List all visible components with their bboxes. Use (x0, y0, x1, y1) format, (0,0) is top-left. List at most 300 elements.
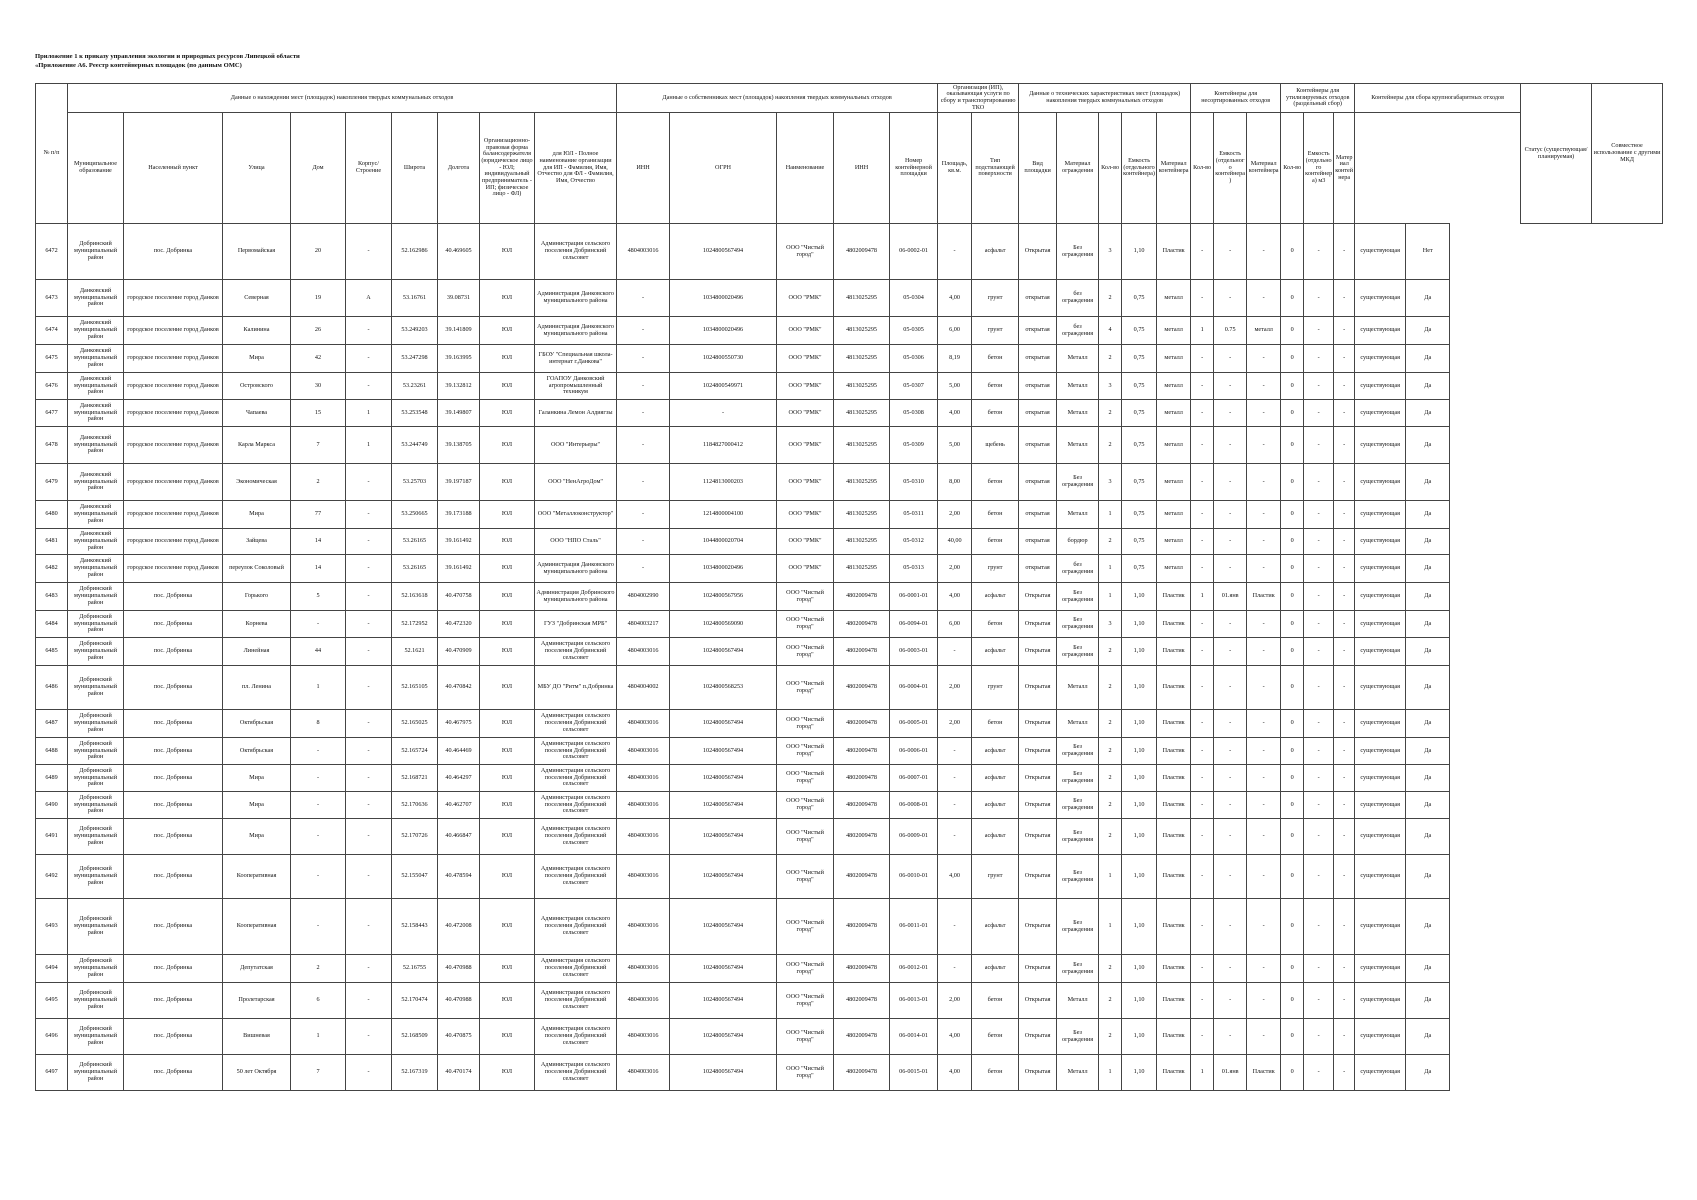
table-cell: 6490 (36, 792, 68, 819)
table-cell: 39.197187 (438, 464, 480, 501)
table-row (36, 1055, 1663, 1091)
table-cell: 6477 (36, 400, 68, 427)
table-cell: Открытая (1019, 955, 1057, 983)
table-cell: ЮЛ (480, 710, 535, 738)
table-cell: - (1334, 427, 1355, 464)
table-cell: 4802009478 (834, 583, 890, 611)
table-cell: - (346, 1055, 392, 1091)
table-cell: - (1247, 955, 1281, 983)
table-cell: Без ограждения (1057, 738, 1099, 765)
col-header-23: Емкость (отдельного контейнера) (1214, 113, 1247, 224)
table-cell: 0 (1281, 224, 1304, 280)
table-cell: - (1191, 611, 1214, 638)
table-cell: 4802009478 (834, 224, 890, 280)
table-cell: металл (1157, 501, 1191, 529)
table-cell: 4804003016 (617, 638, 670, 666)
table-cell: существующая (1355, 1055, 1406, 1091)
table-cell: - (1214, 529, 1247, 555)
table-cell: 4,00 (938, 855, 972, 899)
table-cell: 1024800569090 (670, 611, 777, 638)
table-cell: Пластик (1157, 738, 1191, 765)
table-cell: 4802009478 (834, 792, 890, 819)
table-row (36, 983, 1663, 1019)
table-cell: Без ограждения (1057, 855, 1099, 899)
table-cell: Пластик (1157, 666, 1191, 710)
table-cell: Пластик (1157, 765, 1191, 792)
table-cell: Добринский муниципальный район (68, 738, 124, 765)
table-row (36, 345, 1663, 373)
table-row (36, 710, 1663, 738)
table-cell: 0 (1281, 464, 1304, 501)
table-cell: Пластик (1247, 583, 1281, 611)
table-cell: 6,00 (938, 611, 972, 638)
table-cell: существующая (1355, 792, 1406, 819)
table-cell: 4804003016 (617, 899, 670, 955)
table-cell: бетон (972, 529, 1019, 555)
table-cell: - (1304, 427, 1334, 464)
table-cell: - (1334, 1055, 1355, 1091)
table-cell: ООО "РМК" (777, 529, 834, 555)
table-cell: 06-0011-01 (890, 899, 938, 955)
table-cell: 1,10 (1122, 983, 1157, 1019)
table-cell: 6476 (36, 373, 68, 400)
table-cell: существующая (1355, 280, 1406, 317)
table-cell: бетон (972, 400, 1019, 427)
table-cell: 42 (291, 345, 346, 373)
table-cell: существующая (1355, 638, 1406, 666)
table-cell: открытая (1019, 529, 1057, 555)
table-cell: открытая (1019, 400, 1057, 427)
table-cell: 6472 (36, 224, 68, 280)
table-cell: - (346, 638, 392, 666)
table-cell: Депутатская (223, 955, 291, 983)
table-cell: 39.161492 (438, 529, 480, 555)
table-cell: 1,10 (1122, 765, 1157, 792)
table-cell: Открытая (1019, 710, 1057, 738)
table-cell: металл (1157, 345, 1191, 373)
table-cell: 1024800567494 (670, 710, 777, 738)
table-cell: 53.16761 (392, 280, 438, 317)
table-cell: пос. Добринка (124, 738, 223, 765)
table-cell: открытая (1019, 373, 1057, 400)
table-cell: 52.155047 (392, 855, 438, 899)
table-cell: 05-0304 (890, 280, 938, 317)
table-cell: 53.26165 (392, 555, 438, 583)
table-cell: 52.165105 (392, 666, 438, 710)
table-cell: ООО "Чистый город" (777, 792, 834, 819)
table-cell: - (670, 400, 777, 427)
table-cell: открытая (1019, 345, 1057, 373)
table-cell: Пластик (1157, 583, 1191, 611)
table-row (36, 280, 1663, 317)
table-cell: 6481 (36, 529, 68, 555)
table-cell: 0,75 (1122, 501, 1157, 529)
table-cell: 2 (1099, 280, 1122, 317)
table-cell: 6478 (36, 427, 68, 464)
table-cell: 2,00 (938, 710, 972, 738)
table-cell: - (617, 345, 670, 373)
table-cell: 4804003016 (617, 1019, 670, 1055)
table-cell: 1 (346, 400, 392, 427)
table-cell: асфальт (972, 792, 1019, 819)
table-cell: 1024800567494 (670, 1019, 777, 1055)
table-cell: ООО "Чистый город" (777, 1019, 834, 1055)
table-cell: пос. Добринка (124, 666, 223, 710)
table-cell: - (1214, 501, 1247, 529)
table-cell: 0,75 (1122, 345, 1157, 373)
group-header-1: Данные о собственниках мест (площадок) накопления твердых коммунальных отходов (617, 84, 938, 113)
table-cell: 0 (1281, 738, 1304, 765)
table-body (36, 224, 1663, 1091)
table-cell: Открытая (1019, 611, 1057, 638)
table-cell: - (1334, 317, 1355, 345)
table-cell: Пластик (1157, 855, 1191, 899)
table-cell: Пластик (1157, 1019, 1191, 1055)
table-cell: ООО "РМК" (777, 345, 834, 373)
table-cell: 4813025295 (834, 373, 890, 400)
table-cell: ЮЛ (480, 529, 535, 555)
table-cell: 26 (291, 317, 346, 345)
table-cell: 0 (1281, 345, 1304, 373)
table-cell: 39.141809 (438, 317, 480, 345)
table-cell: 4804003016 (617, 983, 670, 1019)
table-cell: - (617, 400, 670, 427)
table-cell: металл (1157, 464, 1191, 501)
table-cell: - (1214, 400, 1247, 427)
table-cell: - (1247, 638, 1281, 666)
table-cell: бетон (972, 501, 1019, 529)
table-cell: - (1334, 1019, 1355, 1055)
table-cell: Да (1406, 855, 1450, 899)
col-header-29: Совместное использование с другими МКД (1592, 84, 1663, 224)
table-cell: 4804003016 (617, 819, 670, 855)
table-cell: Металл (1057, 400, 1099, 427)
table-cell: - (1334, 464, 1355, 501)
table-cell: 0 (1281, 317, 1304, 345)
table-cell: - (1191, 899, 1214, 955)
table-cell: Без ограждения (1057, 638, 1099, 666)
table-cell: Администрация Данковского муниципального района (535, 555, 617, 583)
table-cell: 1 (1099, 899, 1122, 955)
table-cell: - (1304, 501, 1334, 529)
table-cell: Администрация Данковского муниципального района (535, 317, 617, 345)
table-cell: Линейная (223, 638, 291, 666)
table-cell: Пластик (1157, 983, 1191, 1019)
table-cell: - (617, 373, 670, 400)
table-cell: Без ограждения (1057, 464, 1099, 501)
table-cell: - (1247, 855, 1281, 899)
table-cell: существующая (1355, 345, 1406, 373)
table-cell: металл (1157, 373, 1191, 400)
table-cell: 2,00 (938, 555, 972, 583)
table-cell: асфальт (972, 738, 1019, 765)
table-cell: 52.165025 (392, 710, 438, 738)
table-cell: 2 (1099, 765, 1122, 792)
table-cell: - (1334, 373, 1355, 400)
table-cell: 4804003016 (617, 1055, 670, 1091)
table-cell: асфальт (972, 819, 1019, 855)
table-cell: существующая (1355, 710, 1406, 738)
table-cell: существующая (1355, 955, 1406, 983)
table-cell: ЮЛ (480, 1055, 535, 1091)
table-cell: Да (1406, 317, 1450, 345)
table-cell: - (1247, 738, 1281, 765)
table-cell: Да (1406, 955, 1450, 983)
table-cell: ООО "РМК" (777, 400, 834, 427)
table-cell: 4802009478 (834, 819, 890, 855)
table-cell: Да (1406, 583, 1450, 611)
table-cell: Открытая (1019, 819, 1057, 855)
table-cell: пос. Добринка (124, 710, 223, 738)
table-cell: - (1247, 400, 1281, 427)
page-title (35, 52, 300, 70)
table-cell: 4802009478 (834, 638, 890, 666)
table-row (36, 819, 1663, 855)
table-cell: 4813025295 (834, 317, 890, 345)
table-cell: бетон (972, 1019, 1019, 1055)
table-cell: 39.132812 (438, 373, 480, 400)
table-cell: - (1214, 792, 1247, 819)
table-cell: 05-0308 (890, 400, 938, 427)
table-cell: 05-0311 (890, 501, 938, 529)
table-cell: 2 (291, 464, 346, 501)
table-cell: 6497 (36, 1055, 68, 1091)
table-cell: асфальт (972, 638, 1019, 666)
table-cell: 39.163995 (438, 345, 480, 373)
col-header-26: Емкость (отдельного контейнера) м3 (1304, 113, 1334, 224)
table-cell: 05-0305 (890, 317, 938, 345)
table-cell: Без ограждения (1057, 224, 1099, 280)
table-cell: без ограждения (1057, 555, 1099, 583)
registry-table (35, 83, 1663, 1091)
table-cell: - (1214, 224, 1247, 280)
table-cell: 52.170726 (392, 819, 438, 855)
table-cell: - (1191, 400, 1214, 427)
table-cell: 0,75 (1122, 427, 1157, 464)
table-cell: 0,75 (1122, 555, 1157, 583)
table-cell: - (1191, 224, 1214, 280)
table-cell: - (1247, 1019, 1281, 1055)
table-cell: открытая (1019, 427, 1057, 464)
table-row (36, 224, 1663, 280)
table-cell: 53.23261 (392, 373, 438, 400)
table-cell: существующая (1355, 373, 1406, 400)
table-cell: пос. Добринка (124, 765, 223, 792)
table-cell: существующая (1355, 583, 1406, 611)
table-cell: ЮЛ (480, 345, 535, 373)
table-cell: 1024800567494 (670, 899, 777, 955)
table-cell: 4813025295 (834, 555, 890, 583)
col-header-17: Вид площадки (1019, 113, 1057, 224)
table-cell: 8,19 (938, 345, 972, 373)
table-cell: существующая (1355, 427, 1406, 464)
table-cell: ООО "Интерьеры" (535, 427, 617, 464)
table-cell: - (1247, 899, 1281, 955)
table-cell: 4802009478 (834, 1019, 890, 1055)
table-cell: 05-0310 (890, 464, 938, 501)
table-cell: 5,00 (938, 427, 972, 464)
table-cell: - (1304, 955, 1334, 983)
table-cell: - (617, 280, 670, 317)
table-cell: - (291, 819, 346, 855)
table-cell: - (346, 317, 392, 345)
table-cell: ЮЛ (480, 583, 535, 611)
table-cell: пос. Добринка (124, 955, 223, 983)
table-row (36, 555, 1663, 583)
table-cell: 40.464469 (438, 738, 480, 765)
table-cell: асфальт (972, 899, 1019, 955)
table-cell: бордюр (1057, 529, 1099, 555)
table-cell: - (1334, 792, 1355, 819)
table-cell: Карла Маркса (223, 427, 291, 464)
table-cell: 3 (1099, 373, 1122, 400)
table-cell: 53.253548 (392, 400, 438, 427)
table-cell: ГОАПОУ Данковский агропромышленный техникум (535, 373, 617, 400)
table-cell: существующая (1355, 464, 1406, 501)
table-cell: пос. Добринка (124, 1055, 223, 1091)
table-cell: существующая (1355, 666, 1406, 710)
table-cell: - (346, 765, 392, 792)
table-cell: Галанкина Лемон Алдиягзы (535, 400, 617, 427)
table-cell: 06-0001-01 (890, 583, 938, 611)
table-cell: грунт (972, 280, 1019, 317)
table-cell: металл (1157, 427, 1191, 464)
table-cell: Открытая (1019, 855, 1057, 899)
table-cell: существующая (1355, 738, 1406, 765)
table-cell: 4813025295 (834, 529, 890, 555)
table-cell: 1024800567494 (670, 983, 777, 1019)
table-cell: - (1214, 819, 1247, 855)
group-header-row (36, 84, 1663, 113)
table-cell: 0 (1281, 529, 1304, 555)
table-cell: 6475 (36, 345, 68, 373)
table-cell: 2 (1099, 529, 1122, 555)
table-cell: ЮЛ (480, 983, 535, 1019)
table-cell: А (346, 280, 392, 317)
table-cell: переулок Соколовый (223, 555, 291, 583)
table-cell: 06-0013-01 (890, 983, 938, 1019)
table-cell: 52.1621 (392, 638, 438, 666)
table-cell: Открытая (1019, 1055, 1057, 1091)
table-cell: Да (1406, 501, 1450, 529)
table-cell: открытая (1019, 280, 1057, 317)
table-cell: Да (1406, 899, 1450, 955)
table-row (36, 427, 1663, 464)
table-cell: 2 (1099, 983, 1122, 1019)
table-cell: Администрация сельского поселения Добринский сельсовет (535, 819, 617, 855)
table-cell: 52.165724 (392, 738, 438, 765)
table-cell: ЮЛ (480, 501, 535, 529)
table-cell: грунт (972, 666, 1019, 710)
table-cell: - (1214, 464, 1247, 501)
col-header-5: Корпус/Строение (346, 113, 392, 224)
table-cell: - (291, 855, 346, 899)
table-cell: 06-0003-01 (890, 638, 938, 666)
table-cell: Добринский муниципальный район (68, 666, 124, 710)
table-cell: Пластик (1157, 638, 1191, 666)
table-cell: 1044800020704 (670, 529, 777, 555)
table-cell: 52.158443 (392, 899, 438, 955)
table-row (36, 317, 1663, 345)
table-cell: - (1247, 501, 1281, 529)
table-cell: 6487 (36, 710, 68, 738)
table-cell: - (1247, 373, 1281, 400)
table-cell: - (346, 555, 392, 583)
col-header-9: для ЮЛ - Полное наименование организации для ИП - Фамилия, Имя, Отчество для ФЛ - Фамилия, Имя, Отчество (535, 113, 617, 224)
table-row (36, 638, 1663, 666)
table-cell: 3 (1099, 224, 1122, 280)
table-cell: 2 (1099, 638, 1122, 666)
table-cell: ООО "НПО Сталь" (535, 529, 617, 555)
group-header-2: Организация (ИП), оказывающая услуги по сбору и транспортированию ТКО (938, 84, 1019, 113)
table-cell: 19 (291, 280, 346, 317)
table-cell: - (1247, 765, 1281, 792)
table-cell: ООО "Чистый город" (777, 1055, 834, 1091)
table-cell: 1024800567494 (670, 819, 777, 855)
table-cell: 40.470875 (438, 1019, 480, 1055)
table-cell: городское поселение город Данков (124, 555, 223, 583)
table-cell: 52.168721 (392, 765, 438, 792)
table-cell: ООО "НенАгроДом" (535, 464, 617, 501)
table-cell: Да (1406, 738, 1450, 765)
col-header-12: Наименование (777, 113, 834, 224)
table-cell: 2,00 (938, 983, 972, 1019)
table-cell: металл (1157, 529, 1191, 555)
table-cell: Администрация Данковского муниципального района (535, 280, 617, 317)
table-cell: - (1334, 345, 1355, 373)
table-cell: пос. Добринка (124, 899, 223, 955)
table-cell: Данковский муниципальный район (68, 345, 124, 373)
table-cell: - (1334, 400, 1355, 427)
table-cell: - (1214, 611, 1247, 638)
table-cell: - (617, 529, 670, 555)
table-cell: 1,10 (1122, 710, 1157, 738)
table-cell: 0,75 (1122, 400, 1157, 427)
table-cell: Добринский муниципальный район (68, 611, 124, 638)
table-cell: - (1334, 738, 1355, 765)
table-cell: 1024800567494 (670, 1055, 777, 1091)
table-cell: - (1214, 765, 1247, 792)
table-cell: ООО "РМК" (777, 317, 834, 345)
table-cell: 2 (1099, 819, 1122, 855)
table-cell: 52.170636 (392, 792, 438, 819)
table-cell: 1024800567494 (670, 955, 777, 983)
table-cell: 0 (1281, 792, 1304, 819)
table-cell: 4804003016 (617, 765, 670, 792)
table-cell: Пластик (1157, 819, 1191, 855)
table-cell: - (938, 638, 972, 666)
table-cell: 40,00 (938, 529, 972, 555)
table-cell: 4802009478 (834, 710, 890, 738)
table-cell: Да (1406, 710, 1450, 738)
table-cell: щебень (972, 427, 1019, 464)
table-cell: Администрация сельского поселения Добринский сельсовет (535, 983, 617, 1019)
table-cell: 53.244749 (392, 427, 438, 464)
table-cell: - (1304, 765, 1334, 792)
table-cell: - (1334, 555, 1355, 583)
table-cell: - (938, 224, 972, 280)
table-cell: - (938, 899, 972, 955)
table-cell: металл (1157, 400, 1191, 427)
table-cell: 4813025295 (834, 280, 890, 317)
table-cell: - (1334, 899, 1355, 955)
table-cell: Пластик (1157, 224, 1191, 280)
table-cell: Добринский муниципальный район (68, 765, 124, 792)
table-cell: 52.162986 (392, 224, 438, 280)
table-cell: 4804003016 (617, 224, 670, 280)
table-cell: Вишневая (223, 1019, 291, 1055)
table-cell: ООО "Чистый город" (777, 765, 834, 792)
